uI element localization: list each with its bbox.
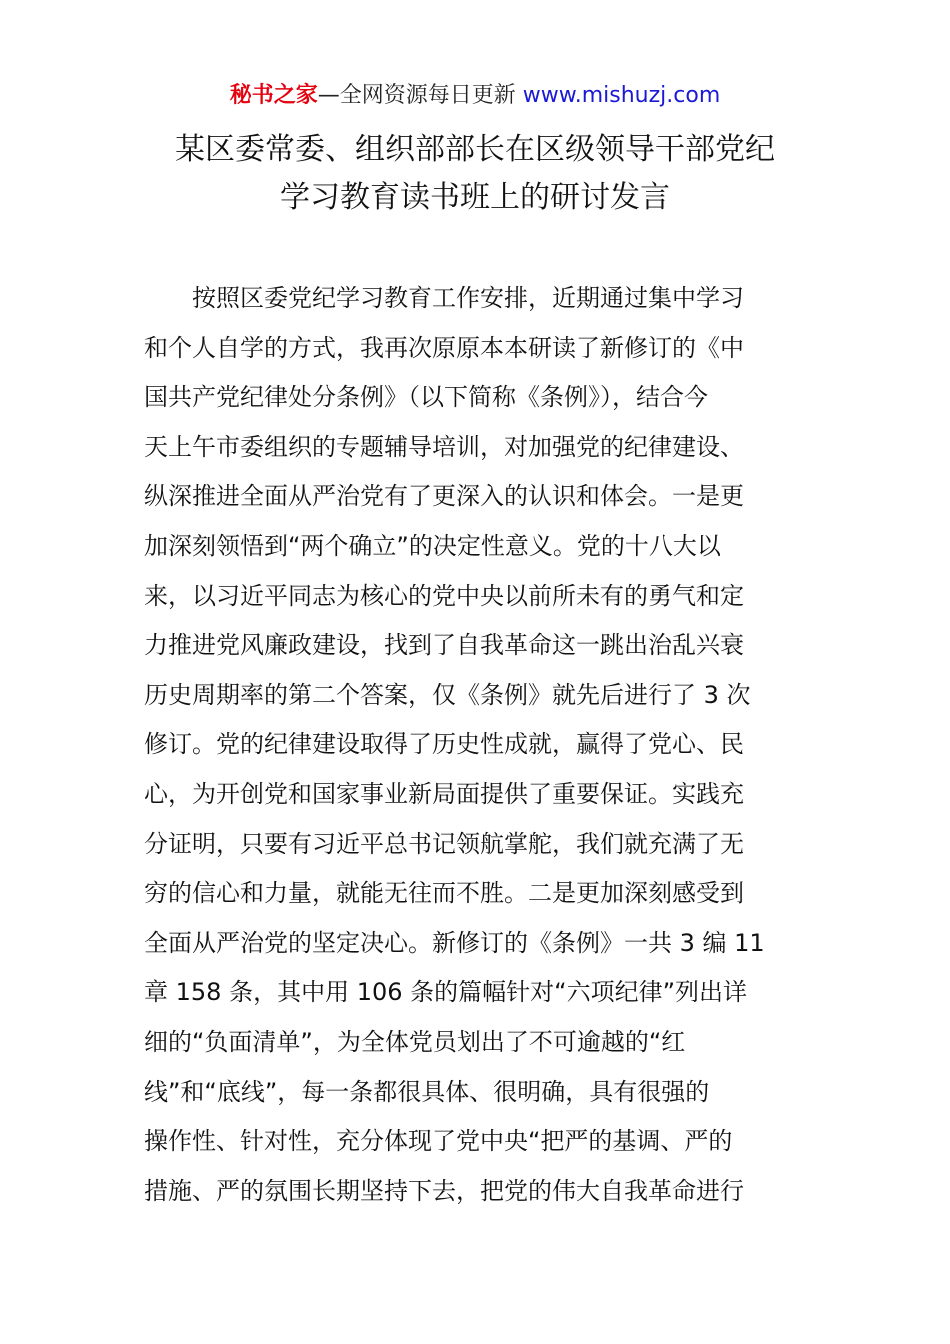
- document-body: [144, 274, 810, 1216]
- paragraph-line: 章 158 条，其中用 106 条的篇幅针对“六项纪律”列出详: [144, 978, 747, 1007]
- paragraph-line: 力推进党风廉政建设，找到了自我革命这一跳出治乱兴衰: [144, 631, 744, 660]
- title-line: 某区委常委、组织部部长在区级领导干部党纪: [175, 132, 775, 167]
- paragraph-line: 心，为开创党和国家事业新局面提供了重要保证。实践充: [144, 779, 744, 808]
- site-link[interactable]: www.mishuzj.com: [522, 83, 721, 108]
- title-line: 学习教育读书班上的研讨发言: [280, 180, 670, 215]
- paragraph-line: 国共产党纪律处分条例》（以下简称《条例》），结合今: [144, 383, 708, 412]
- paragraph-line: 修订。党的纪律建设取得了历史性成就，赢得了党心、民: [144, 730, 744, 759]
- paragraph-line: 措施、严的氛围长期坚持下去，把党的伟大自我革命进行: [144, 1176, 744, 1205]
- paragraph-line: 天上午市委组织的专题辅导培训，对加强党的纪律建设、: [144, 432, 744, 461]
- paragraph-line: 全面从严治党的坚定决心。新修订的《条例》一共 3 编 11: [144, 928, 765, 957]
- document-title: [120, 126, 830, 222]
- brand-name: 秘书之家: [229, 83, 318, 108]
- paragraph-line: 纵深推进全面从严治党有了更深入的认识和体会。一是更: [144, 482, 744, 511]
- paragraph-line: 按照区委党纪学习教育工作安排，近期通过集中学习: [192, 284, 744, 312]
- paragraph-line: 和个人自学的方式，我再次原原本本研读了新修订的《中: [144, 333, 744, 362]
- paragraph-line: 分证明，只要有习近平总书记领航掌舵，我们就充满了无: [144, 829, 744, 858]
- paragraph-line: 线”和“底线”，每一条都很具体、很明确，具有很强的: [144, 1077, 710, 1106]
- paragraph-line: 操作性、针对性，充分体现了党中央“把严的基调、严的: [144, 1127, 733, 1156]
- paragraph-line: 历史周期率的第二个答案，仅《条例》就先后进行了 3 次: [144, 680, 751, 709]
- paragraph-line: 穷的信心和力量，就能无往而不胜。二是更加深刻感受到: [144, 879, 744, 908]
- site-header: [0, 80, 950, 112]
- paragraph-line: 细的“负面清单”，为全体党员划出了不可逾越的“红: [144, 1027, 686, 1056]
- paragraph-line: 来，以习近平同志为核心的党中央以前所未有的勇气和定: [144, 581, 744, 610]
- header-tagline: —全网资源每日更新: [317, 83, 523, 108]
- paragraph-line: 加深刻领悟到“两个确立”的决定性意义。党的十八大以: [144, 531, 721, 560]
